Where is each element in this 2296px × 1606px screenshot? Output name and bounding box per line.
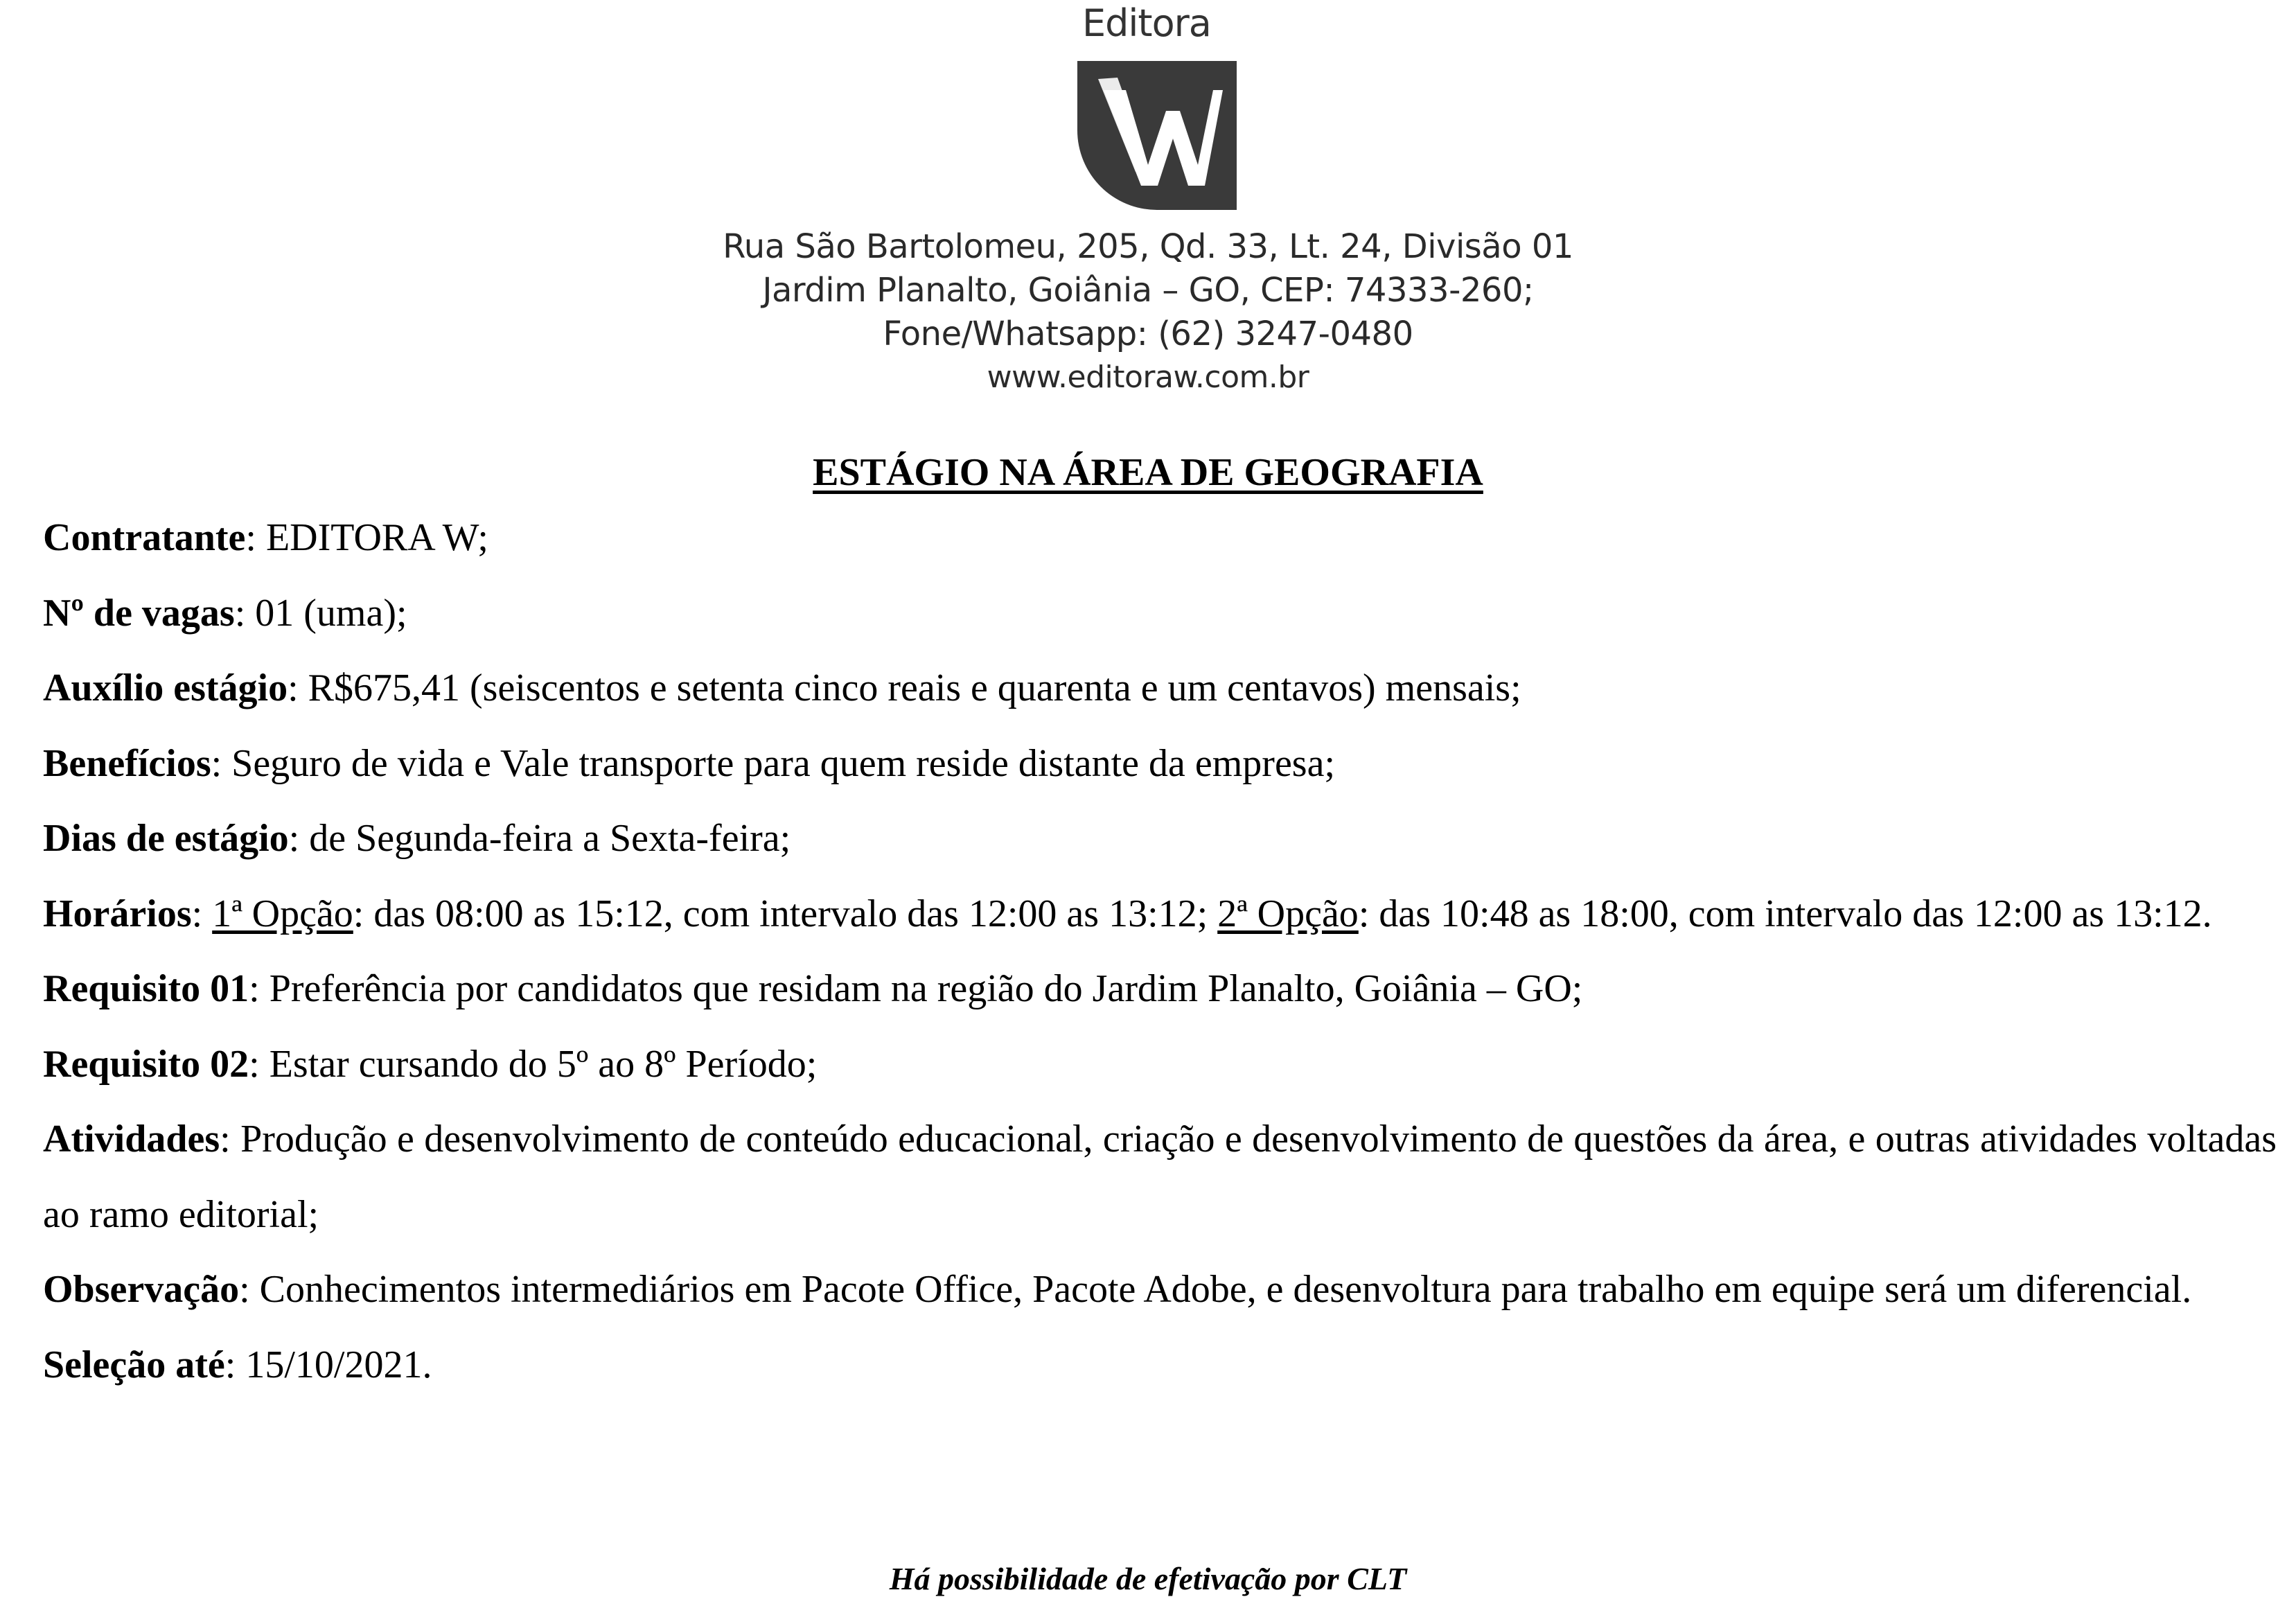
option-1-label: 1ª Opção <box>212 892 353 935</box>
editora-w-logo <box>1077 61 1237 210</box>
field-label: Seleção até <box>43 1343 225 1386</box>
field-vagas <box>43 576 2277 651</box>
field-label: Requisito 01 <box>43 967 249 1010</box>
address-line-1: Rua São Bartolomeu, 205, Qd. 33, Lt. 24, Divisão 01 <box>723 227 1573 266</box>
field-label: Benefícios <box>43 741 211 785</box>
field-label: Atividades <box>43 1118 220 1161</box>
field-observacao <box>43 1252 2277 1327</box>
letterhead <box>0 0 2296 402</box>
field-value: : EDITORA W; <box>245 516 488 559</box>
address-website: www.editoraw.com.br <box>987 360 1309 395</box>
field-label: Observação <box>43 1268 240 1311</box>
option-2-label: 2ª Opção <box>1217 892 1359 935</box>
field-value: : R$675,41 (seiscentos e setenta cinco reais e quarenta e um centavos) mensais; <box>288 667 1521 709</box>
field-value: : Seguro de vida e Vale transporte para quem reside distante da empresa; <box>211 741 1336 785</box>
field-value: : Conhecimentos intermediários em Pacote Office, Pacote Adobe, e desenvoltura para trabalho em equipe será um diferencial. <box>239 1268 2192 1311</box>
option-1-text: : das 08:00 as 15:12, com intervalo das 12:00 as 13:12; <box>353 892 1218 935</box>
field-value: : Preferência por candidatos que residam na região do Jardim Planalto, Goiânia – GO; <box>249 967 1583 1010</box>
field-value: : Estar cursando do 5º ao 8º Período; <box>249 1042 818 1086</box>
field-auxilio <box>43 651 2277 726</box>
field-selecao <box>43 1327 2277 1403</box>
document-title: ESTÁGIO NA ÁREA DE GEOGRAFIA <box>813 451 1483 494</box>
field-value: : de Segunda-feira a Sexta-feira; <box>288 817 791 860</box>
field-label: Horários <box>43 892 192 935</box>
field-value: : 15/10/2021. <box>224 1343 432 1386</box>
field-label: Auxílio estágio <box>43 667 288 709</box>
field-dias <box>43 801 2277 876</box>
field-atividades <box>43 1102 2277 1252</box>
field-horarios <box>43 876 2277 952</box>
field-requisito-02 <box>43 1027 2277 1102</box>
brand-word: Editora <box>1082 1 1211 45</box>
field-requisito-01 <box>43 951 2277 1027</box>
document-body <box>43 500 2277 1402</box>
field-label: Dias de estágio <box>43 817 289 860</box>
footer-note: Há possibilidade de efetivação por CLT <box>889 1561 1407 1596</box>
field-contratante <box>43 500 2277 576</box>
field-label: Nº de vagas <box>43 591 235 635</box>
address-phone: Fone/Whatsapp: (62) 3247-0480 <box>883 315 1413 353</box>
field-value: : 01 (uma); <box>234 591 407 635</box>
field-beneficios <box>43 726 2277 802</box>
option-2-text: : das 10:48 as 18:00, com intervalo das 12:00 as 13:12. <box>1358 892 2212 935</box>
field-label: Contratante <box>43 516 246 559</box>
field-value: : Produção e desenvolvimento de conteúdo educacional, criação e desenvolvimento de questões da área, e outras atividades voltadas ao ramo editorial; <box>43 1118 2277 1236</box>
field-label: Requisito 02 <box>43 1042 249 1086</box>
field-separator: : <box>191 892 213 935</box>
address-line-2: Jardim Planalto, Goiânia – GO, CEP: 74333-260; <box>762 271 1534 310</box>
